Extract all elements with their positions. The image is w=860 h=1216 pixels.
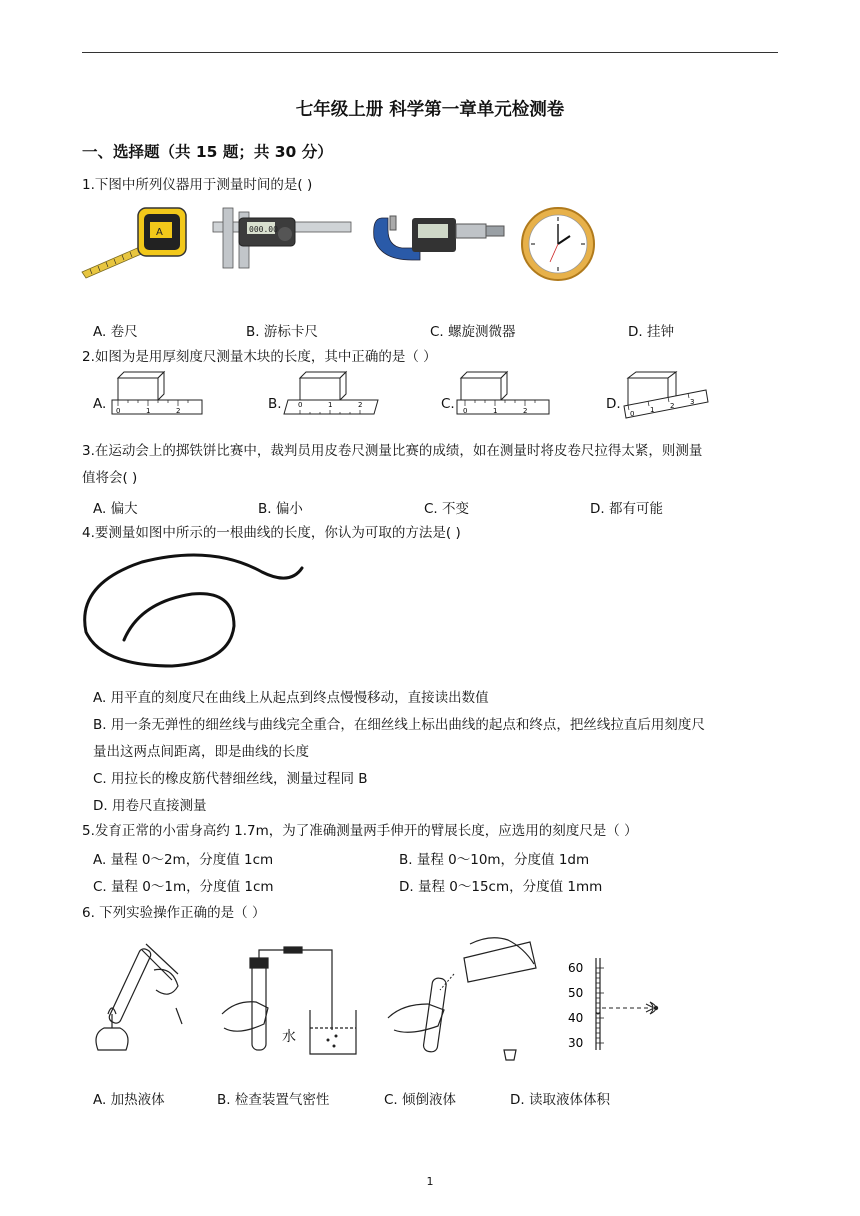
q4-option-d[interactable]: D. 用卷尺直接测量 — [93, 798, 207, 814]
q6-option-b[interactable]: B. 检查装置气密性 — [217, 1092, 330, 1108]
water-label: 水 — [282, 1029, 296, 1045]
ruler-tick-label: 1 — [146, 407, 151, 415]
q2-option-a[interactable]: A. — [93, 396, 107, 412]
q6-option-c[interactable]: C. 倾倒液体 — [384, 1092, 457, 1108]
micrometer-image — [372, 208, 507, 268]
q6-option-a[interactable]: A. 加热液体 — [93, 1092, 165, 1108]
ruler-tick-label: 0 — [630, 410, 635, 418]
ruler-tick-label: 1 — [328, 401, 333, 409]
q4-option-a[interactable]: A. 用平直的刻度尺在曲线上从起点到终点慢慢移动，直接读出数值 — [93, 690, 489, 706]
ruler-tick-label: 2 — [358, 401, 363, 409]
q2-ruler-a-image — [108, 376, 208, 416]
q3-option-c[interactable]: C. 不变 — [424, 501, 470, 517]
question-4: 4.要测量如图中所示的一根曲线的长度，你认为可取的方法是( ) — [82, 525, 461, 541]
question-3-line-1: 3.在运动会上的掷铁饼比赛中，裁判员用皮卷尺测量比赛的成绩，如在测量时将皮卷尺拉得太紧，则测量 — [82, 443, 703, 459]
section-heading: 一、选择题（共 15 题；共 30 分） — [82, 143, 333, 161]
ruler-tick-label: 0 — [463, 407, 468, 415]
q2-ruler-b-image — [282, 376, 382, 416]
graduated-cylinder-image — [560, 954, 670, 1054]
vernier-caliper-image — [213, 208, 353, 272]
q5-option-a[interactable]: A. 量程 0～2m，分度值 1cm — [93, 852, 274, 868]
question-1: 1.下图中所列仪器用于测量时间的是( ) — [82, 177, 313, 193]
curve-image — [82, 550, 306, 678]
ruler-tick-label: 2 — [670, 402, 675, 410]
q1-option-b[interactable]: B. 游标卡尺 — [246, 324, 318, 340]
q2-option-d[interactable]: D. — [606, 396, 621, 412]
cylinder-tick-label: 60 — [568, 961, 584, 975]
question-6: 6. 下列实验操作正确的是（ ） — [82, 905, 266, 921]
q2-ruler-d-image — [620, 372, 712, 420]
page-number: 1 — [426, 1175, 434, 1188]
ruler-tick-label: 2 — [176, 407, 181, 415]
q1-option-a[interactable]: A. 卷尺 — [93, 324, 138, 340]
q1-option-c[interactable]: C. 螺旋测微器 — [430, 324, 516, 340]
question-2: 2.如图为是用厚刻度尺测量木块的长度，其中正确的是（ ） — [82, 349, 437, 365]
ruler-tick-label: 1 — [493, 407, 498, 415]
ruler-tick-label: 2 — [523, 407, 528, 415]
ruler-tick-label: 3 — [690, 398, 695, 406]
q5-option-d[interactable]: D. 量程 0～15cm，分度值 1mm — [399, 879, 603, 895]
ruler-tick-label: 0 — [298, 401, 303, 409]
cylinder-tick-label: 30 — [568, 1036, 584, 1050]
q2-option-c[interactable]: C. — [441, 396, 455, 412]
q5-option-c[interactable]: C. 量程 0～1m，分度值 1cm — [93, 879, 274, 895]
caliper-display: 000.00 — [249, 225, 278, 234]
question-3-line-2: 值将会( ) — [82, 470, 138, 486]
q2-ruler-c-image — [455, 376, 555, 416]
header-rule — [82, 52, 778, 53]
heating-liquid-image — [82, 930, 192, 1060]
tape-measure-image — [82, 200, 192, 280]
q6-option-d[interactable]: D. 读取液体体积 — [510, 1092, 610, 1108]
pouring-liquid-image — [384, 934, 544, 1064]
q3-option-a[interactable]: A. 偏大 — [93, 501, 138, 517]
cylinder-tick-label: 40 — [568, 1011, 584, 1025]
q3-option-b[interactable]: B. 偏小 — [258, 501, 303, 517]
q2-option-b[interactable]: B. — [268, 396, 282, 412]
svg-text:A: A — [156, 227, 163, 238]
q4-option-b-line-1[interactable]: B. 用一条无弹性的细丝线与曲线完全重合，在细丝线上标出曲线的起点和终点，把丝线拉直后用刻度尺 — [93, 717, 705, 733]
q5-option-b[interactable]: B. 量程 0～10m，分度值 1dm — [399, 852, 590, 868]
q1-option-d[interactable]: D. 挂钟 — [628, 324, 674, 340]
ruler-tick-label: 0 — [116, 407, 121, 415]
q3-option-d[interactable]: D. 都有可能 — [590, 501, 663, 517]
ruler-tick-label: 1 — [650, 406, 655, 414]
q4-option-b-line-2: 量出这两点间距离，即是曲线的长度 — [93, 744, 309, 760]
q4-option-c[interactable]: C. 用拉长的橡皮筋代替细丝线，测量过程同 B — [93, 771, 368, 787]
cylinder-tick-label: 50 — [568, 986, 584, 1000]
wall-clock-image — [520, 206, 598, 284]
page-title: 七年级上册 科学第一章单元检测卷 — [295, 100, 565, 120]
question-5: 5.发育正常的小雷身高约 1.7m，为了准确测量两手伸开的臂展长度，应选用的刻度尺是（ ） — [82, 823, 638, 839]
